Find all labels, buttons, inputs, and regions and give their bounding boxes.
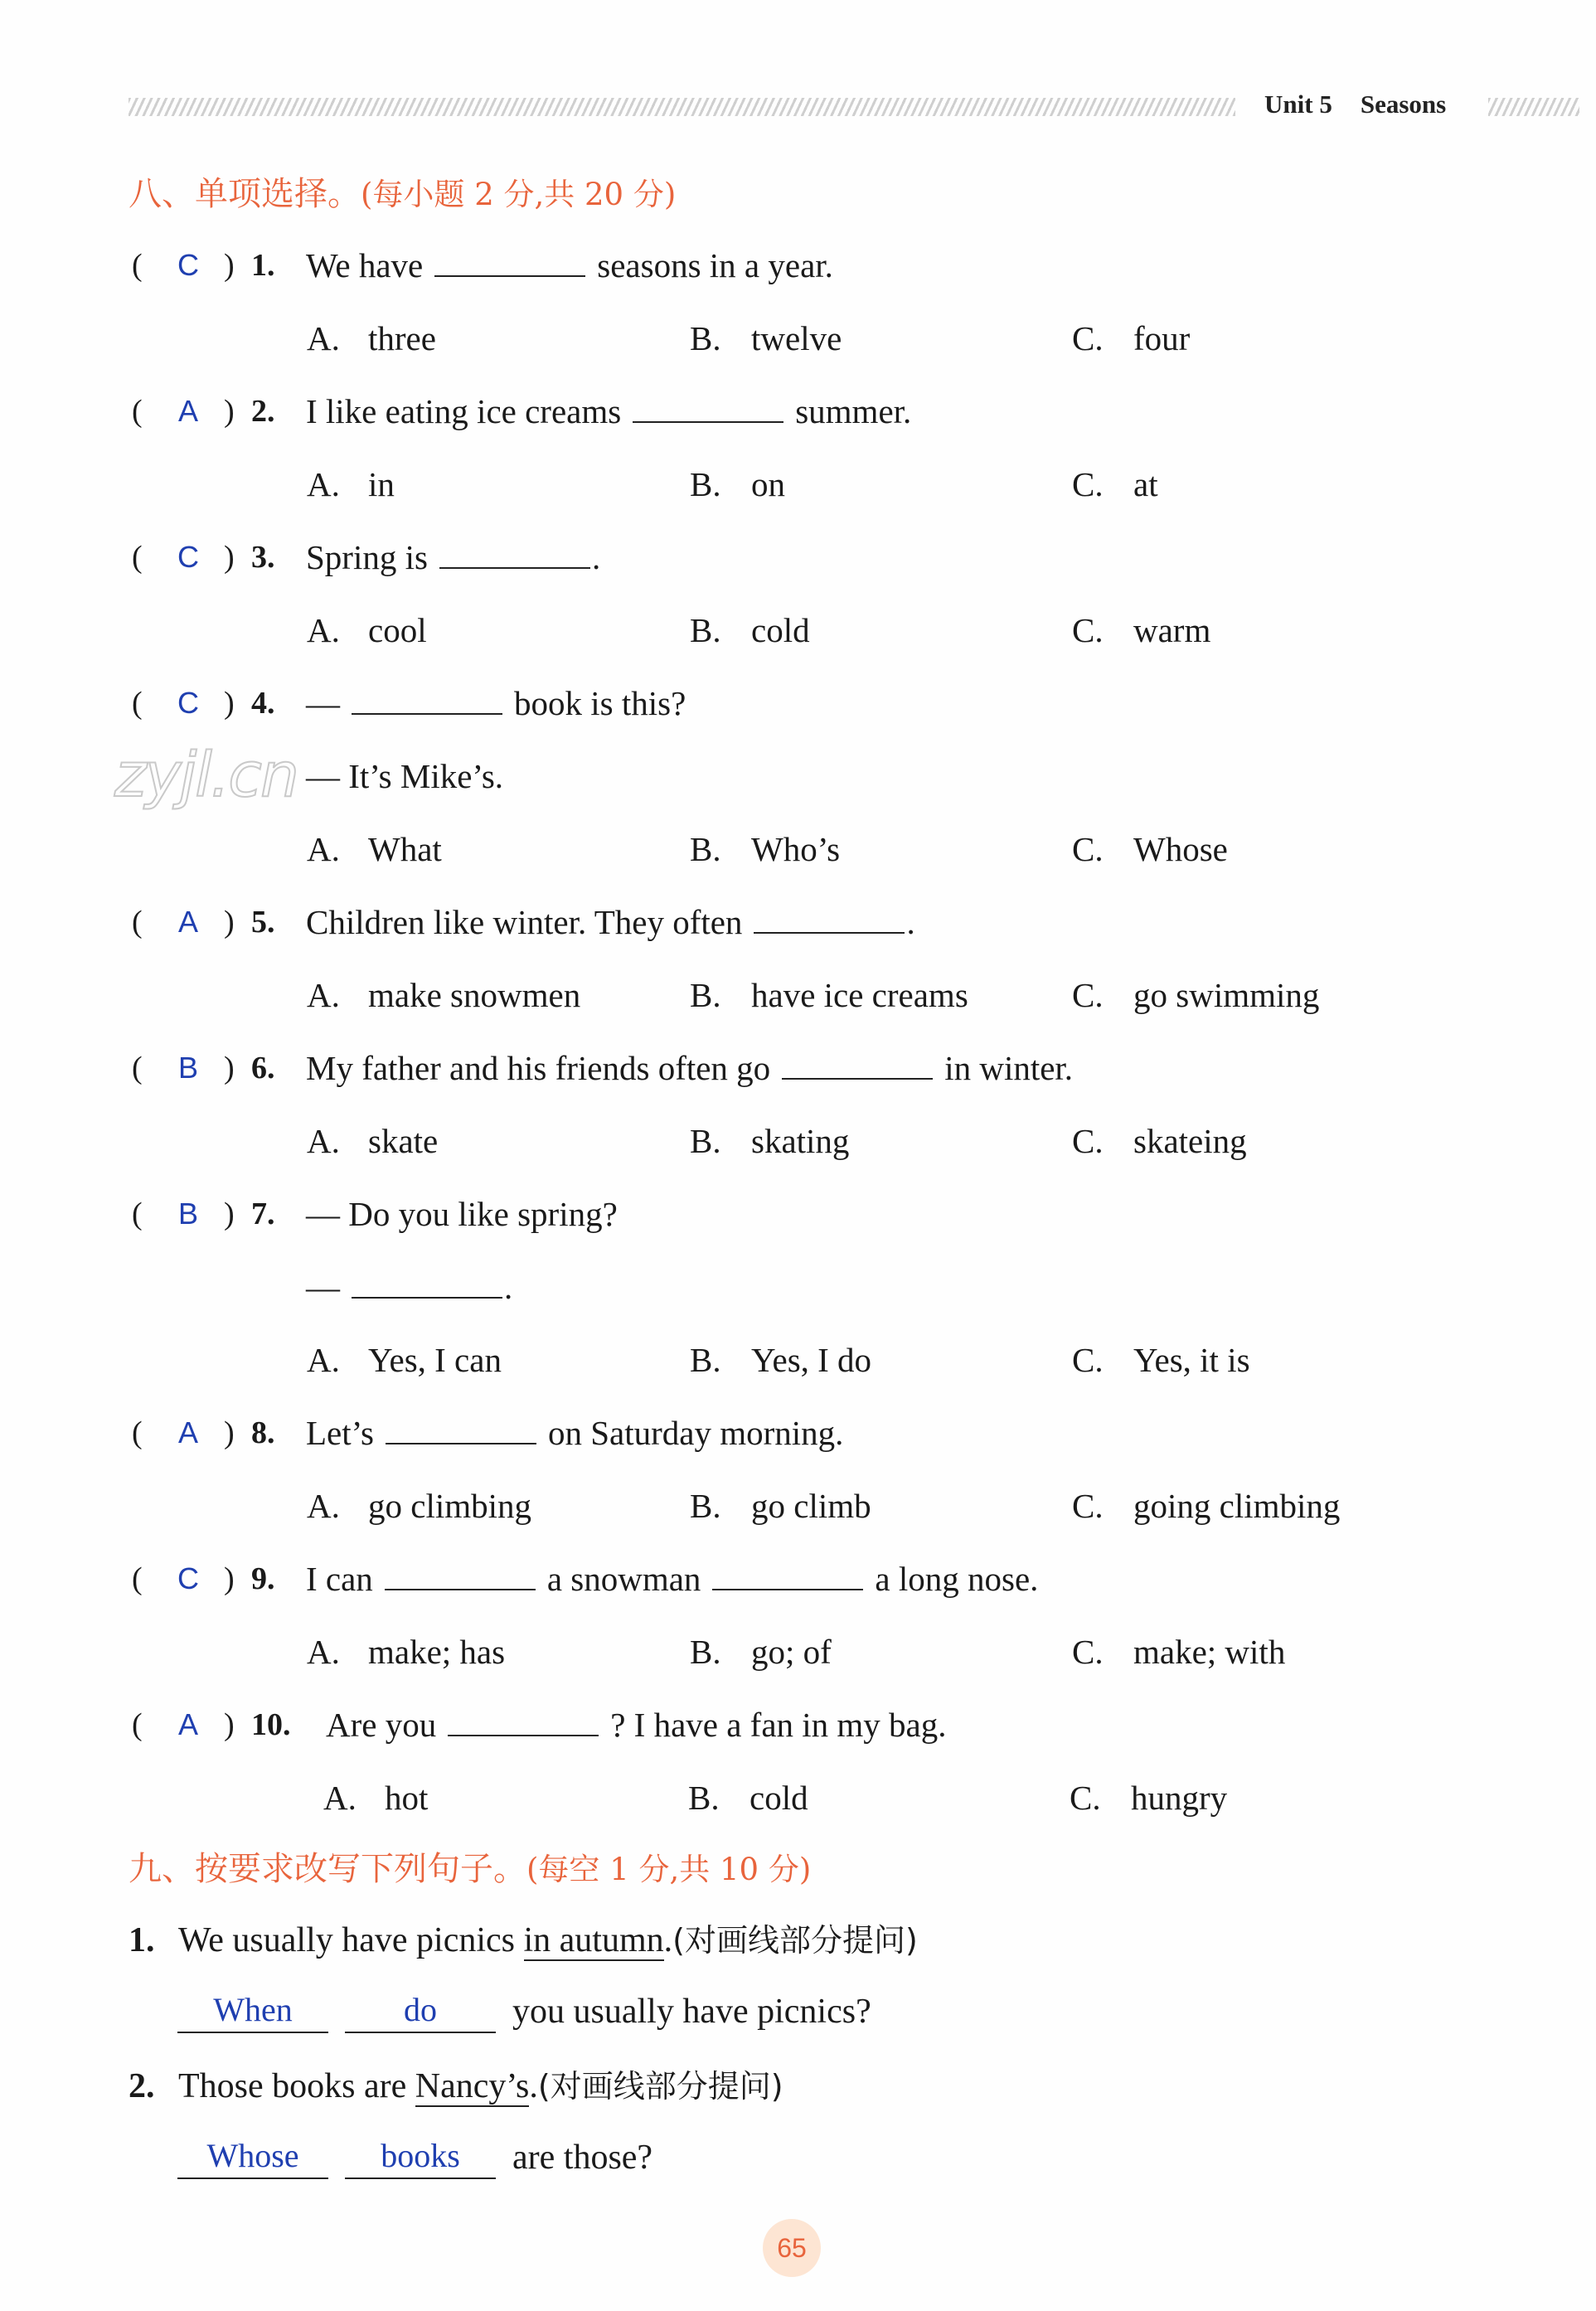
fill-blank (434, 244, 585, 277)
rewrite-item-1: 1. We usually have picnics in autumn.(对画线部分提问) (129, 1915, 918, 1965)
option-c: C. hungry (1070, 1779, 1228, 1817)
option-a: A. go climbing (307, 1487, 532, 1525)
option-b: B. go; of (690, 1633, 832, 1671)
option-b: B. skating (690, 1122, 850, 1160)
fill-blank (448, 1703, 599, 1736)
fill-blank (633, 390, 783, 423)
option-c: C. four (1072, 319, 1191, 357)
option-b: B. cold (688, 1779, 808, 1817)
answer-blank: do (345, 1988, 496, 2033)
rewrite-item-2: 2. Those books are Nancy’s.(对画线部分提问) (129, 2061, 783, 2111)
answer-mark: A (177, 1707, 198, 1741)
option-a: A. three (307, 319, 436, 357)
answer-blank: When (177, 1988, 328, 2033)
fill-blank (386, 1411, 536, 1444)
option-c: C. going climbing (1072, 1487, 1341, 1525)
option-b: B. Yes, I do (690, 1341, 872, 1379)
answer-blank: Whose (177, 2134, 328, 2179)
option-c: C. skateing (1072, 1122, 1247, 1160)
question-number: 8. (251, 1415, 275, 1450)
question-text: I can a snowman a long nose. (306, 1554, 1038, 1604)
underlined-phrase: Nancy’s (415, 2067, 530, 2105)
question-number: 9. (251, 1561, 275, 1596)
option-b: B. on (690, 465, 785, 503)
fill-blank (385, 1557, 536, 1590)
question-text: Children like winter. They often . (306, 897, 915, 947)
instruction: (对画线部分提问) (672, 1922, 918, 1959)
option-c: C. at (1072, 465, 1158, 503)
option-c: C. go swimming (1072, 976, 1320, 1014)
question-number: 6. (251, 1051, 275, 1085)
answer-mark: C (177, 1561, 199, 1595)
question-text: Let’s on Saturday morning. (306, 1408, 843, 1458)
option-c: C. Yes, it is (1072, 1341, 1250, 1379)
question-text: — Do you like spring? (306, 1195, 618, 1233)
answer-mark: B (177, 1051, 198, 1085)
option-b: B. Who’s (690, 830, 841, 868)
question-number: 10. (251, 1707, 291, 1742)
option-c: C. Whose (1072, 830, 1228, 868)
option-b: B. go climb (690, 1487, 871, 1525)
fill-blank (754, 901, 905, 934)
section-9-heading: 九、按要求改写下列句子。 (129, 1850, 526, 1888)
question-number: 2. (251, 394, 275, 429)
section-9-score-note: (每空 1 分,共 10 分) (526, 1852, 812, 1887)
section-8-score-note: (每小题 2 分,共 20 分) (361, 177, 677, 212)
answer-mark: A (177, 1415, 198, 1449)
answer-mark: C (177, 686, 199, 720)
option-a: A. skate (307, 1122, 439, 1160)
question-number: 4. (251, 686, 275, 721)
answer-mark: C (177, 248, 199, 282)
question-number: 5. (251, 905, 275, 939)
option-c: C. warm (1072, 611, 1211, 649)
option-b: B. twelve (690, 319, 842, 357)
question-text: I like eating ice creams summer. (306, 386, 911, 436)
option-a: A. What (307, 830, 442, 868)
option-a: A. Yes, I can (307, 1341, 502, 1379)
answer-blank: books (345, 2134, 496, 2179)
fill-blank (352, 1265, 502, 1299)
section-8-title (129, 167, 676, 215)
rewrite-sentence-rest: you usually have picnics? (512, 1993, 871, 2031)
rewrite-sentence-rest: are those? (512, 2139, 653, 2177)
instruction: (对画线部分提问) (537, 2068, 783, 2105)
unit-title: Seasons (1360, 90, 1447, 119)
question-text: My father and his friends often go in winter. (306, 1043, 1073, 1093)
item-number: 1. (129, 1921, 155, 1959)
question-7-response-line: — . (306, 1262, 512, 1312)
question-text: Spring is . (306, 532, 600, 582)
option-a: A. cool (307, 611, 427, 649)
option-c: C. make; with (1072, 1633, 1286, 1671)
answer-mark: C (177, 540, 199, 574)
option-b: B. cold (690, 611, 810, 649)
fill-blank (352, 682, 502, 715)
section-8-heading: 八、单项选择。 (129, 175, 361, 213)
option-a: A. make snowmen (307, 976, 581, 1014)
worksheet-page: Unit 5 Seasons 八、单项选择。(每小题 2 分,共 20 分) ( C ) 1. We have seasons in a year. A. three B. twelve C. four ( A ) 2. I like eating ice creams summer. A. in B. on C. at ( C ) 3. Spring is . A. cool B. cold C. warm ( C ) 4. — book is this? zyjl.cn — It’s Mike’s. A. What B. Who’s C. Whose ( A ) 5. Children like winter. They often . A. make snowmen B. have ice creams C. go swimming ( B ) 6. My father and his friends often go in winter. A. skate B. skating C. skateing ( B ) 7. — Do you like spring? — . A. Yes, I can B. Yes, I do C. Yes, it is ( A ) 8. Let’s on Saturday morning. A. go climbing B. go climb C. going climbing ( C ) 9. I can a snowman a long nose. A. make; has B. go; of C. make; with ( A ) 10. Are you ? I have a fan in my bag. A. hot B. cold C. hungry 九、按要求改写下列句子。(每空 1 分,共 10 分) 1. We usually have picnics in autumn.(对画线部分提问) When do you usually have picnics? 2. Those books are Nancy’s.(对画线部分提问) Whose books are those? 65 (0, 0, 1596, 2311)
question-number: 3. (251, 540, 275, 575)
underlined-phrase: in autumn (523, 1921, 664, 1959)
question-text: We have seasons in a year. (306, 240, 833, 290)
option-a: A. hot (323, 1779, 429, 1817)
option-b: B. have ice creams (690, 976, 968, 1014)
running-header (1264, 90, 1446, 119)
page-number: 65 (763, 2219, 821, 2277)
header-stripe-left (129, 98, 1235, 116)
question-number: 1. (251, 248, 275, 283)
option-a: A. make; has (307, 1633, 506, 1671)
header-stripe-right (1488, 98, 1579, 116)
question-number: 7. (251, 1197, 275, 1231)
answer-mark: A (177, 394, 198, 428)
option-a: A. in (307, 465, 395, 503)
fill-blank (712, 1557, 863, 1590)
question-text: Are you ? I have a fan in my bag. (326, 1700, 947, 1750)
question-4-response-line: — It’s Mike’s. (306, 757, 504, 795)
section-9-title (129, 1842, 811, 1890)
fill-blank (782, 1046, 933, 1080)
fill-blank (439, 536, 590, 569)
watermark-logo: zyjl.cn (114, 740, 298, 811)
answer-mark: B (177, 1197, 198, 1231)
unit-label: Unit 5 (1264, 90, 1332, 119)
answer-mark: A (177, 905, 198, 939)
item-number: 2. (129, 2067, 155, 2105)
question-text: — book is this? (306, 678, 686, 728)
